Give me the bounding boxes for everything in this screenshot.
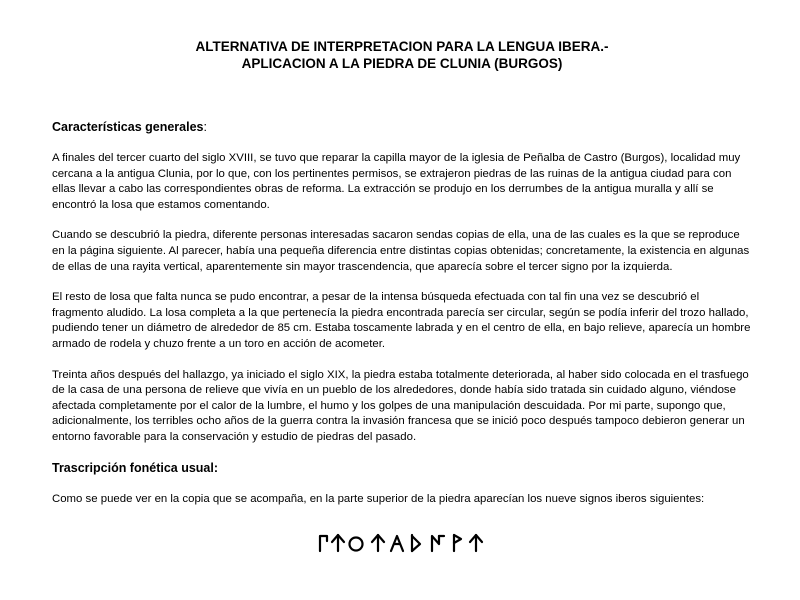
iberian-signs-row — [316, 532, 486, 554]
paragraph-1: A finales del tercer cuarto del siglo XVIII, se tuvo que reparar la capilla mayor de la iglesia de Peñalba de Castro (Burgos), localidad muy cercana a la antigua Clunia, por lo que, con los pertinentes permisos, se extrajeron piedras de las ruinas de la antigua ciudad para con ellas llevar a cabo las correspondientes obras de reforma. La extracción se produjo en los derrumbes de la antigua muralla y allí se encontró la losa que estamos comentando. — [52, 152, 741, 211]
sign-2-icon — [332, 535, 344, 551]
paragraph-2: Cuando se descubrió la piedra, diferente personas interesadas sacaron sendas copias de ella, una de las cuales es la que se reproduce en la página siguiente. Al parecer, había una pequeña diferencia entre distintas copias obtenidas; concretamente, la existencia en algunas de ellas de una rayita vertical, aparentemente sin mayor trascendencia, que aparecía sobre el tercer signo por la izquierda. — [52, 229, 750, 273]
sign-3-icon — [350, 538, 363, 551]
paragraph-4: Treinta años después del hallazgo, ya iniciado el siglo XIX, la piedra estaba totalmente deteriorada, al haber sido colocada en el trasfuego de la casa de una persona de relieve que vivía en un pueblo de los alrededores, donde había sido tratada sin cuidado alguno, viéndose afectada completamente por el calor de la lumbre, el humo y los golpes de una manipulación descuidada. Por mi parte, supongo que, adicionalmente, los terribles ocho años de la guerra contra la invasión francesa que se inició poco después tampoco debieron generar un entorno favorable para la conservación y estudio de piedras del pasado. — [52, 368, 749, 443]
paragraph-3: El resto de losa que falta nunca se pudo encontrar, a pesar de la intensa búsqueda efectuada con tal fin una vez se descubrió el fragmento aludido. La losa completa a la que pertenecía la piedra encontrada parecía ser circular, según se podía inferir del trozo hallado, pudiendo tener un diámetro de alrededor de 85 cm. Estaba toscamente labrada y en el centro de ella, en bajo relieve, aparecía un hombre armado de rodela y chuzo frente a un toro en acción de acometer. — [52, 291, 751, 350]
sign-6-icon — [412, 535, 420, 551]
sign-7-icon — [432, 536, 444, 551]
section-heading-caracteristicas — [52, 119, 752, 135]
paragraph-5: Como se puede ver en la copia que se acompaña, en la parte superior de la piedra aparecían los nueve signos iberos siguientes: — [52, 492, 705, 505]
sign-8-icon — [454, 535, 461, 551]
sign-4-icon — [372, 535, 384, 551]
document-title-line1: ALTERNATIVA DE INTERPRETACION PARA LA LENGUA IBERA.- — [195, 39, 609, 54]
section-heading-text: Características generales — [52, 120, 204, 134]
section-heading-trascripcion — [52, 460, 752, 476]
section-heading-colon: : — [203, 120, 207, 134]
sign-1-icon — [320, 536, 327, 551]
sign-9-icon — [470, 535, 482, 551]
section-heading-text: Trascripción fonética usual: — [52, 460, 219, 475]
iberian-signs-svg — [316, 532, 486, 554]
document-title-line2: APLICACION A LA PIEDRA DE CLUNIA (BURGOS) — [241, 56, 563, 71]
document-page — [52, 38, 752, 507]
sign-5-icon — [391, 536, 403, 551]
